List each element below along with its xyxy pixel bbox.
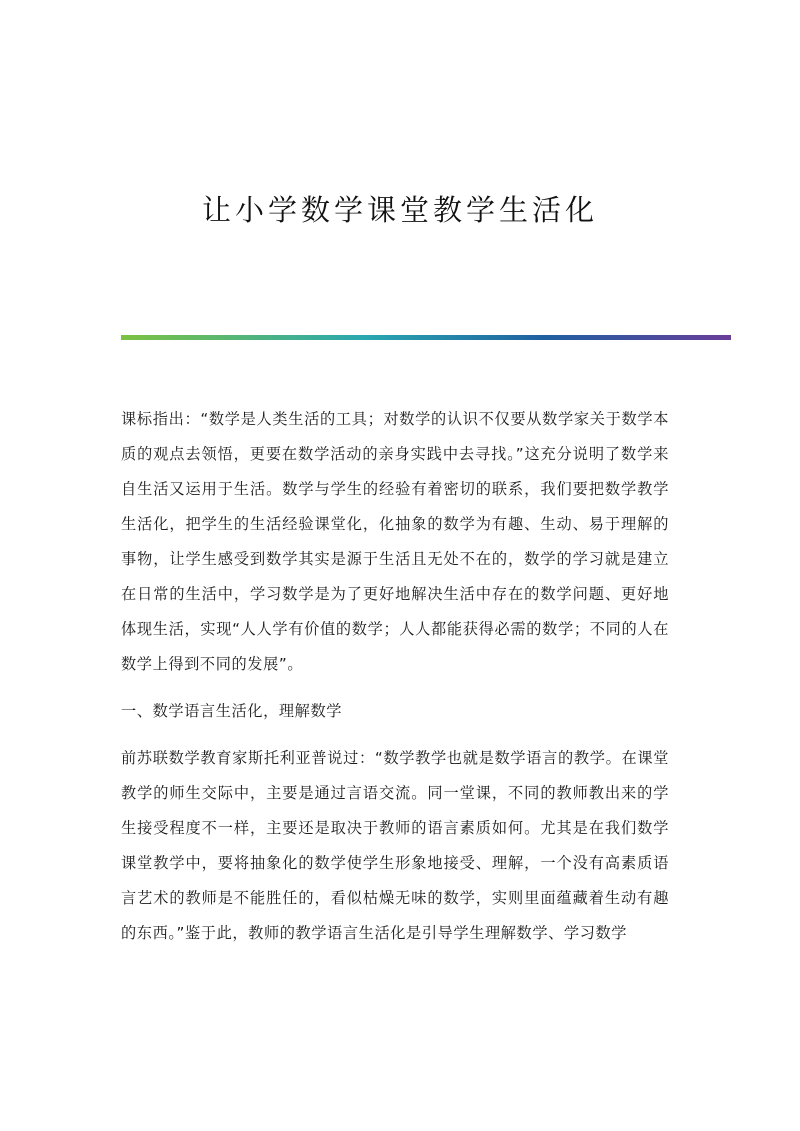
- section-heading: 一、数学语言生活化，理解数学: [121, 702, 343, 720]
- gradient-divider: [121, 335, 731, 340]
- document-body: [121, 402, 669, 963]
- page-title: 让小学数学课堂教学生活化: [201, 193, 598, 227]
- section-paragraph: 前苏联数学教育家斯托利亚普说过：“数学教学也就是数学语言的教学。在课堂教学的师生交际中，主要是通过言语交流。同一堂课，不同的教师教出来的学生接受程度不一样，主要还是取决于教师的语言素质如何。尤其是在我们数学课堂教学中，要将抽象化的数学使学生形象地接受、理解，一个没有高素质语言艺术的教师是不能胜任的，看似枯燥无味的数学，实则里面蕴藏着生动有趣的东西。”鉴于此，教师的教学语言生活化是引导学生理解数学、学习数学: [121, 749, 669, 942]
- intro-paragraph: 课标指出：“数学是人类生活的工具；对数学的认识不仅要从数学家关于数学本质的观点去领悟，更要在数学活动的亲身实践中去寻找。”这充分说明了数学来自生活又运用于生活。数学与学生的经验有着密切的联系，我们要把数学教学生活化，把学生的生活经验课堂化，化抽象的数学为有趣、生动、易于理解的事物，让学生感受到数学其实是源于生活且无处不在的，数学的学习就是建立在日常的生活中，学习数学是为了更好地解决生活中存在的数学问题、更好地体现生活，实现“人人学有价值的数学；人人都能获得必需的数学；不同的人在数学上得到不同的发展”。: [121, 410, 669, 673]
